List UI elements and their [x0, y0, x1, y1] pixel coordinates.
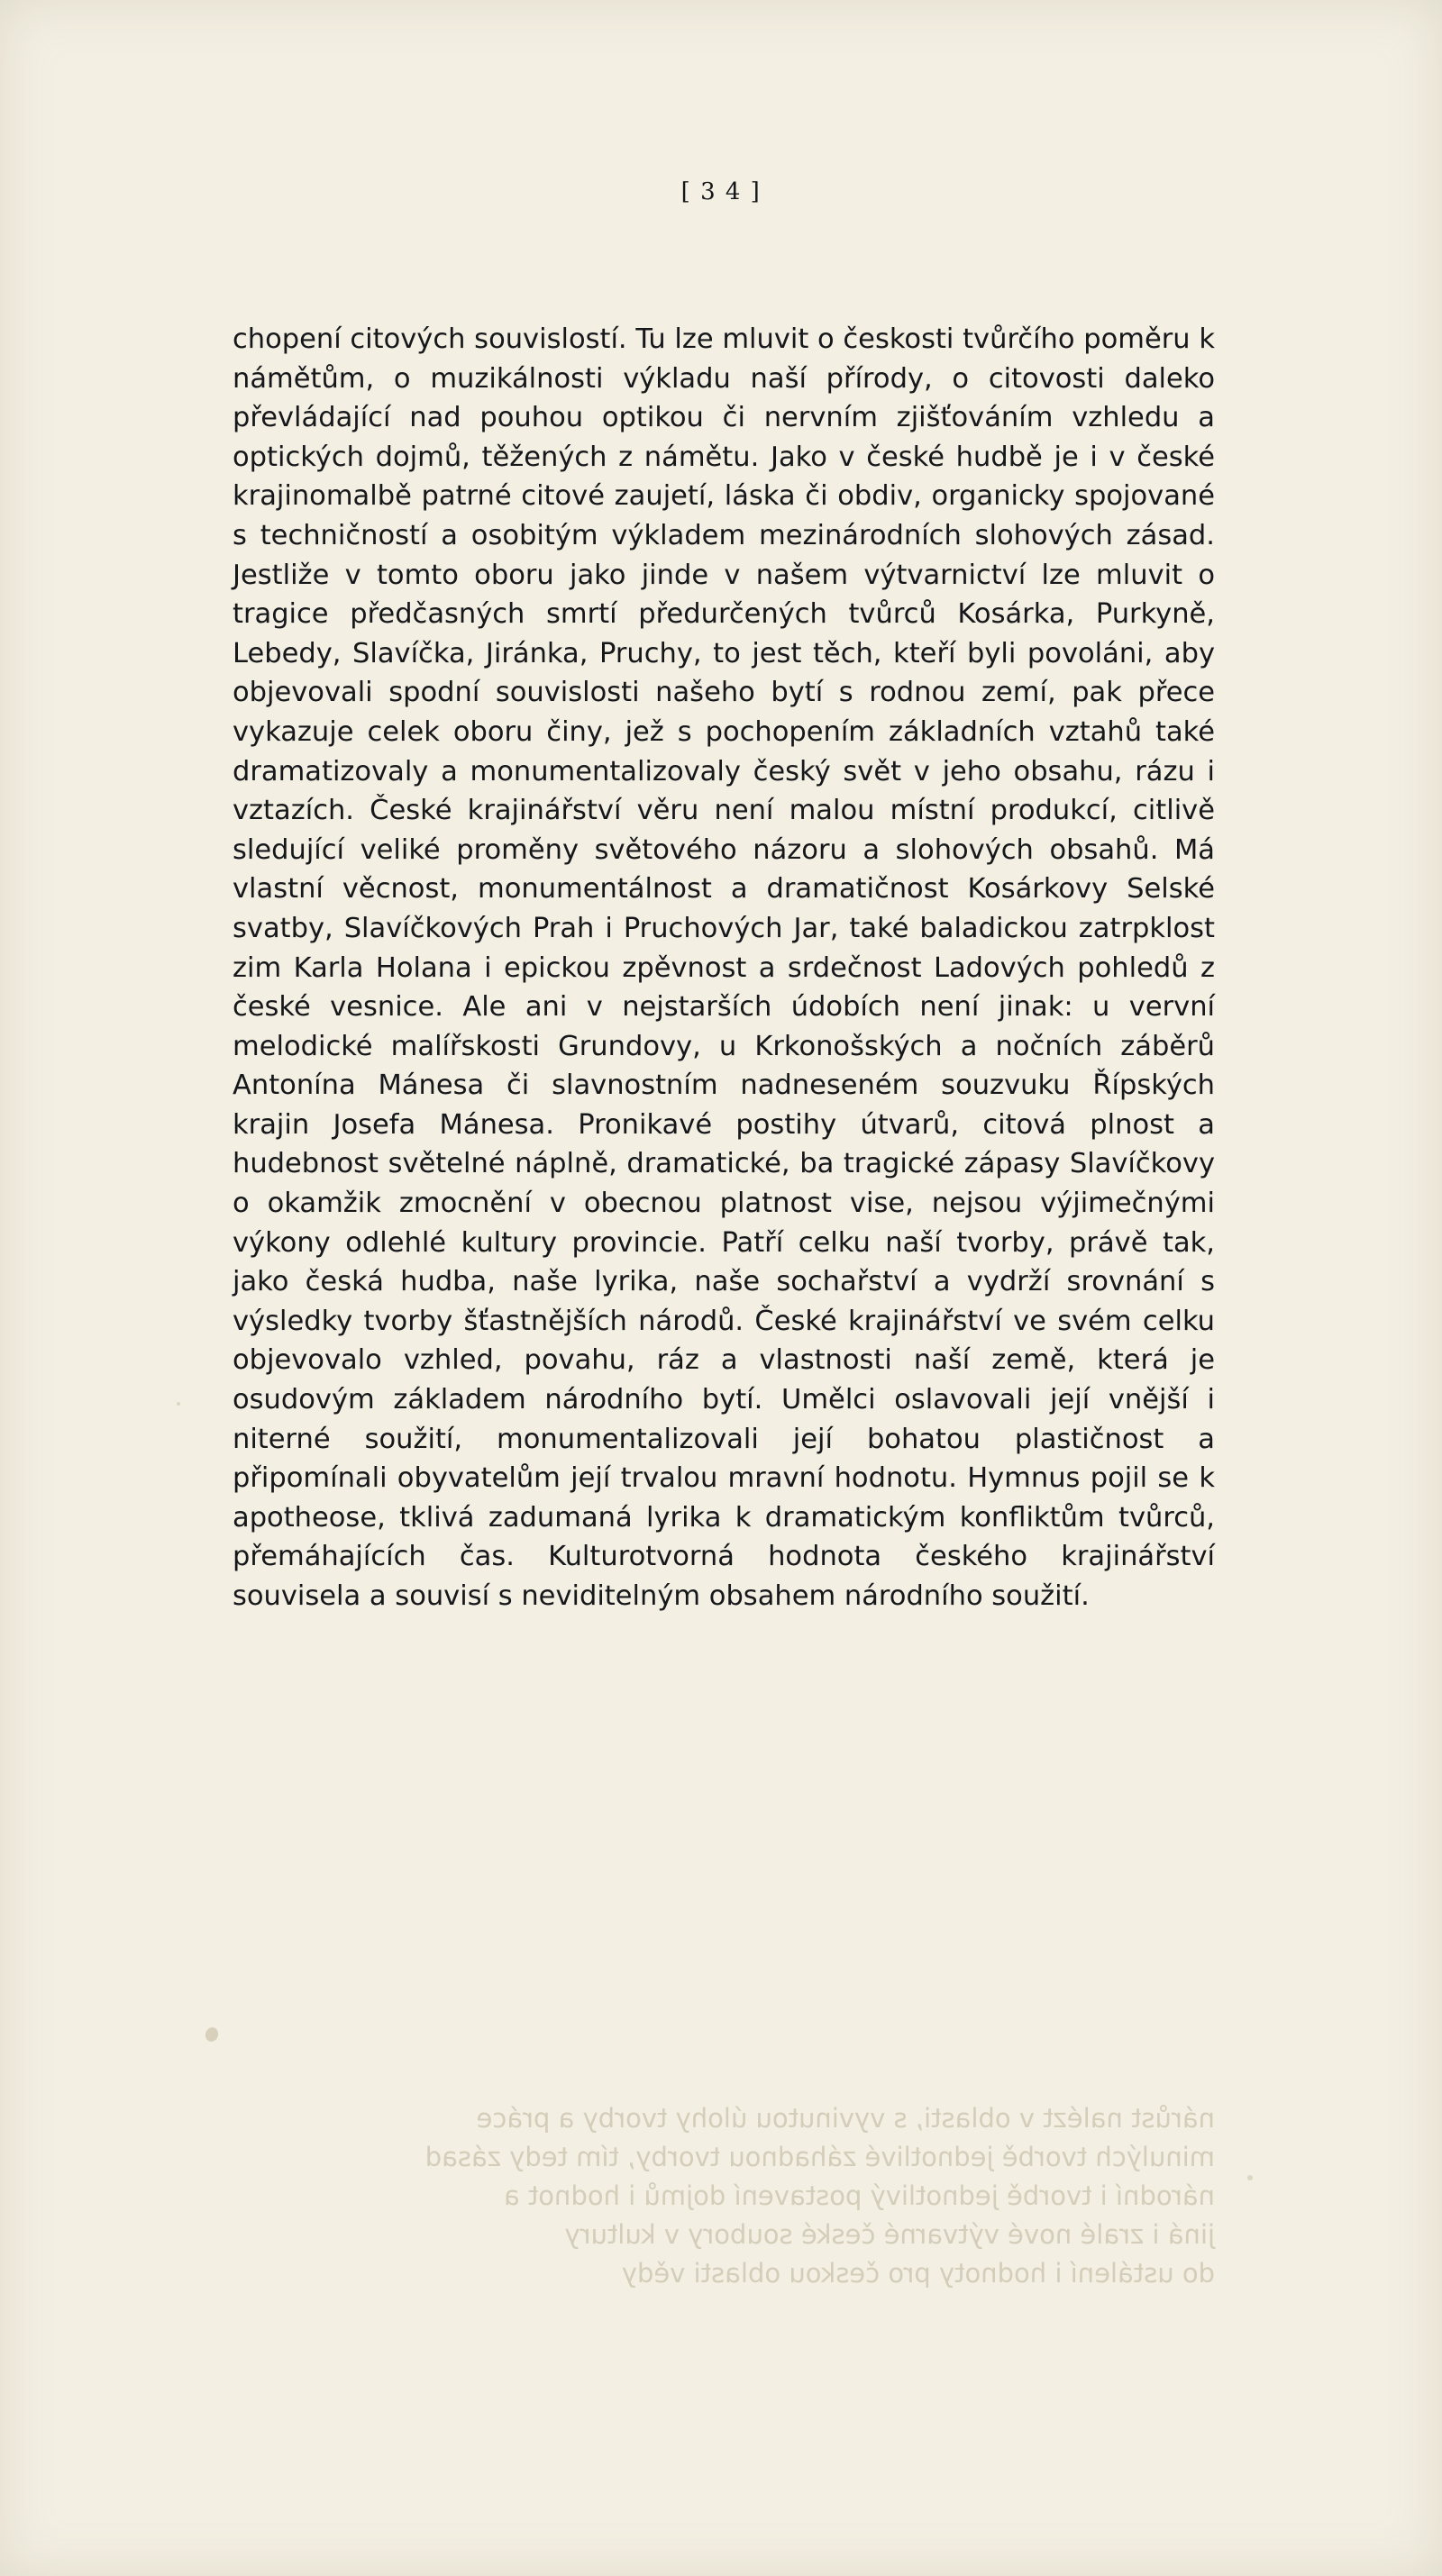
scan-speck	[177, 1402, 180, 1406]
bleed-through-line: nárůst nalézt v oblasti, s vyvinutou úlohy tvorby a práce	[476, 2103, 1215, 2134]
body-text-block	[233, 320, 1215, 1616]
bleed-through-line: jiná i zralé nové výtvarné české soubory v kultury	[564, 2219, 1215, 2250]
scan-speck	[204, 2025, 220, 2044]
scan-speck	[1247, 2175, 1253, 2180]
bleed-through-line: do ustálení i hodnoty pro českou oblasti vědy	[621, 2258, 1215, 2289]
bleed-through-line: minulých tvorbě jednotlivé záhadnou tvorby, tím tedy zásad	[424, 2142, 1215, 2172]
body-paragraph: chopení citových souvislostí. Tu lze mluvit o českosti tvůrčího poměru k námětům, o muzikálnosti výkladu naší přírody, o citovosti daleko převládající nad pouhou optikou či nervním zjišťováním vzhledu a optických dojmů, těžených z námětu. Jako v české hudbě je i v české krajinomalbě patrné citové zaujetí, láska či obdiv, organicky spojované s techničností a osobitým výkladem mezinárodních slohových zásad. Jestliže v tomto oboru jako jinde v našem výtvarnictví lze mluvit o tragice předčasných smrtí předurčených tvůrců Kosárka, Purkyně, Lebedy, Slavíčka, Jiránka, Pruchy, to jest těch, kteří byli povoláni, aby objevovali spodní souvislosti našeho bytí s rodnou zemí, pak přece vykazuje celek oboru činy, jež s pochopením základních vztahů také dramatizovaly a monumentalizovaly český svět v jeho obsahu, rázu i vztazích. České krajinářství věru není malou místní produkcí, citlivě sledující veliké proměny světového názoru a slohových obsahů. Má vlastní věcnost, monumentálnost a dramatičnost Kosárkovy Selské svatby, Slavíčkových Prah i Pruchových Jar, také baladickou zatrpklost zim Karla Holana i epickou zpěvnost a srdečnost Ladových pohledů z české vesnice. Ale ani v nejstarších údobích není jinak: u vervní melodické malířskosti Grundovy, u Krkonošských a nočních záběrů Antonína Mánesa či slavnostním nadneseném souzvuku Řípských krajin Josefa Mánesa. Pronikavé postihy útvarů, citová plnost a hudebnost světelné náplně, dramatické, ba tragické zápasy Slavíčkovy o okamžik zmocnění v obecnou platnost vise, nejsou výjimečnými výkony odlehlé kultury provincie. Patří celku naší tvorby, právě tak, jako česká hudba, naše lyrika, naše sochařství a vydrží srovnání s výsledky tvorby šťastnějších národů. České krajinářství ve svém celku objevovalo vzhled, povahu, ráz a vlastnosti naší země, která je osudovým základem národního bytí. Umělci oslavovali její vnější i niterné soužití, monumentalizovali její bohatou plastičnost a připomínali obyvatelům její trvalou mravní hodnotu. Hymnus pojil se k apotheose, tklivá zadumaná lyrika k dramatickým konfliktům tvůrců, přemáhajících čas. Kulturotvorná hodnota českého krajinářství souvisela a souvisí s neviditelným obsahem národního soužití.	[233, 323, 1215, 1612]
bleed-through-line: národní i tvorbě jednotlivý postavení dojmů i hodnot a	[503, 2180, 1215, 2211]
page-number: [ 3 4 ]	[680, 178, 762, 205]
bleed-through-artifact	[233, 2099, 1215, 2293]
